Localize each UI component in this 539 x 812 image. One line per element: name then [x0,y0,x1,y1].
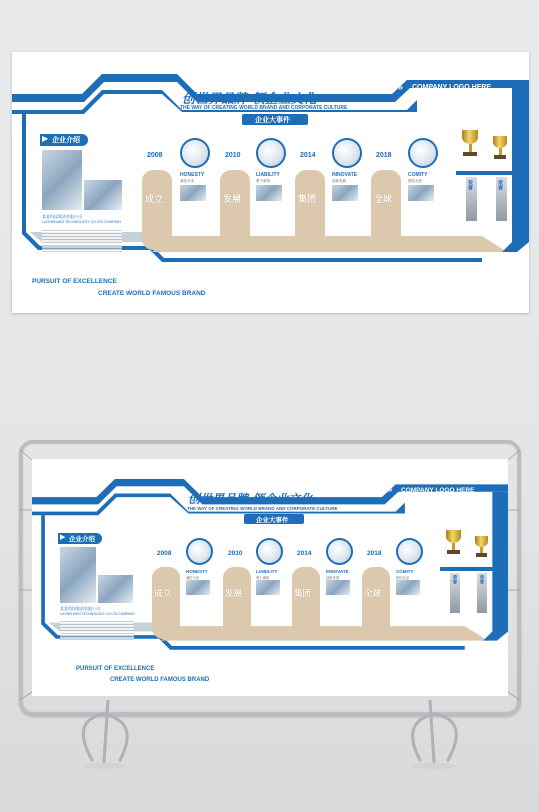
arrow-chevrons-icon: » [388,485,393,494]
timeline-thumb [332,185,358,201]
timeline-thumb [186,580,210,595]
timeline-stage: 成立 [154,589,172,599]
title-en: THE WAY OF CREATING WORLD BRAND AND CORPORATE CULTURE [187,506,338,511]
timeline-circle-photo [396,538,423,565]
timeline-thumb [256,580,280,595]
slogan-line-1: PURSUIT OF EXCELLENCE [76,666,155,672]
timeline-keyword: INNOVATE [326,569,349,574]
timeline-circle-photo [256,138,286,168]
timeline-circle-photo [326,538,353,565]
timeline-stage: 发展 [223,195,242,205]
timeline-circle-photo [180,138,210,168]
timeline-keyword: COMITY [396,569,414,574]
timeline-circle-photo [408,138,438,168]
timeline-sub: 团结友爱 [408,179,422,183]
timeline-year: 2008 [147,152,163,159]
timeline-stage: 全球 [364,589,382,599]
title-en: THE WAY OF CREATING WORLD BRAND AND CORPORATE CULTURE [180,105,348,111]
display-board-mockup [32,459,508,696]
honor-shelf [456,171,522,175]
slogan-line-2: CREATE WORLD FAMOUS BRAND [110,677,210,683]
honor-label: 荣誉 [479,575,484,584]
timeline-stage-pill [220,170,250,250]
timeline-keyword: HONESTY [186,569,208,574]
timeline-stage: 全球 [374,195,393,205]
trophy-icon [446,530,461,566]
honor-label: 荣誉 [452,575,457,584]
timeline-year: 2014 [297,550,312,557]
intro-city-photo [98,575,133,603]
timeline-circle-photo [256,538,283,565]
timeline-sub: 团结友爱 [396,576,410,580]
timeline-thumb [326,580,350,595]
intro-text-lines [60,619,134,641]
intro-label: 企业介绍 [52,136,80,144]
timeline-keyword: LIABILITY [256,569,278,574]
company-logo-text: COMPANY LOGO HERE [412,84,492,91]
timeline-thumb [180,185,206,201]
display-board-flat [12,52,529,313]
timeline-stage-pill [371,170,401,250]
intro-city-photo [84,180,122,210]
intro-company-en: LUOHEHANG TECHNOLOGY CO.LTD COMPANY [60,612,135,616]
timeline-circle-photo [332,138,362,168]
honor-shelf [440,567,500,571]
timeline-stage: 集团 [294,589,312,599]
timeline-sub: 勇于承担 [256,179,270,183]
timeline-thumb [256,185,282,201]
arrow-chevrons-icon: » [398,82,404,92]
timeline-year: 2010 [228,550,243,557]
title-cn: 创世界品牌 领企业文化 [188,492,313,506]
timeline-thumb [408,185,434,201]
slogan-line-2: CREATE WORLD FAMOUS BRAND [98,290,206,297]
timeline-stage-pill [223,567,251,639]
trophy-icon [475,536,488,566]
timeline-sub: 创新发展 [326,576,340,580]
honor-label: 荣誉 [467,180,473,190]
timeline-sub: 勇于承担 [256,576,270,580]
intro-label: 企业介绍 [69,535,95,543]
timeline-stage-pill [152,567,180,639]
events-label: 企业大事件 [255,116,290,124]
slogan-line-1: PURSUIT OF EXCELLENCE [32,278,117,285]
timeline-thumb [396,580,420,595]
trophy-icon [493,136,507,170]
timeline-stage-pill [292,567,320,639]
timeline-keyword: HONESTY [180,172,205,178]
intro-company-cn: 某某科技集团有限公司 [42,214,82,219]
timeline-stage-pill [295,170,325,250]
timeline-sub: 创新发展 [332,179,346,183]
timeline-stage-pill [142,170,172,250]
arrow-right-icon: ▶ [42,134,49,143]
timeline-stage: 集团 [298,195,317,205]
trophy-icon [462,130,478,170]
timeline-circle-photo [186,538,213,565]
timeline-stage: 发展 [225,589,243,599]
stand-legs [0,700,539,812]
timeline-stage: 成立 [145,195,164,205]
company-logo-text: COMPANY LOGO HERE [401,487,475,494]
intro-company-en: LUOHEHANG TECHNOLOGY CO.LTD COMPANY [42,220,122,224]
timeline-year: 2014 [300,152,316,159]
events-label: 企业大事件 [256,516,289,524]
intro-building-photo [60,547,96,603]
timeline-year: 2018 [367,550,382,557]
timeline-year: 2008 [157,550,172,557]
intro-text-lines [42,228,122,254]
timeline-keyword: INNOVATE [332,172,358,178]
timeline-keyword: COMITY [408,172,428,178]
timeline-sub: 诚信为本 [180,179,194,183]
timeline-keyword: LIABILITY [256,172,280,178]
timeline-stage-pill [362,567,390,639]
arrow-right-icon: ▶ [60,534,66,541]
timeline-year: 2010 [225,152,241,159]
intro-building-photo [42,150,82,210]
title-cn: 创世界品牌 领企业文化 [182,92,317,107]
intro-company-cn: 某某科技集团有限公司 [60,606,100,611]
timeline-year: 2018 [376,152,392,159]
honor-label: 荣誉 [497,180,503,190]
timeline-sub: 诚信为本 [186,576,200,580]
